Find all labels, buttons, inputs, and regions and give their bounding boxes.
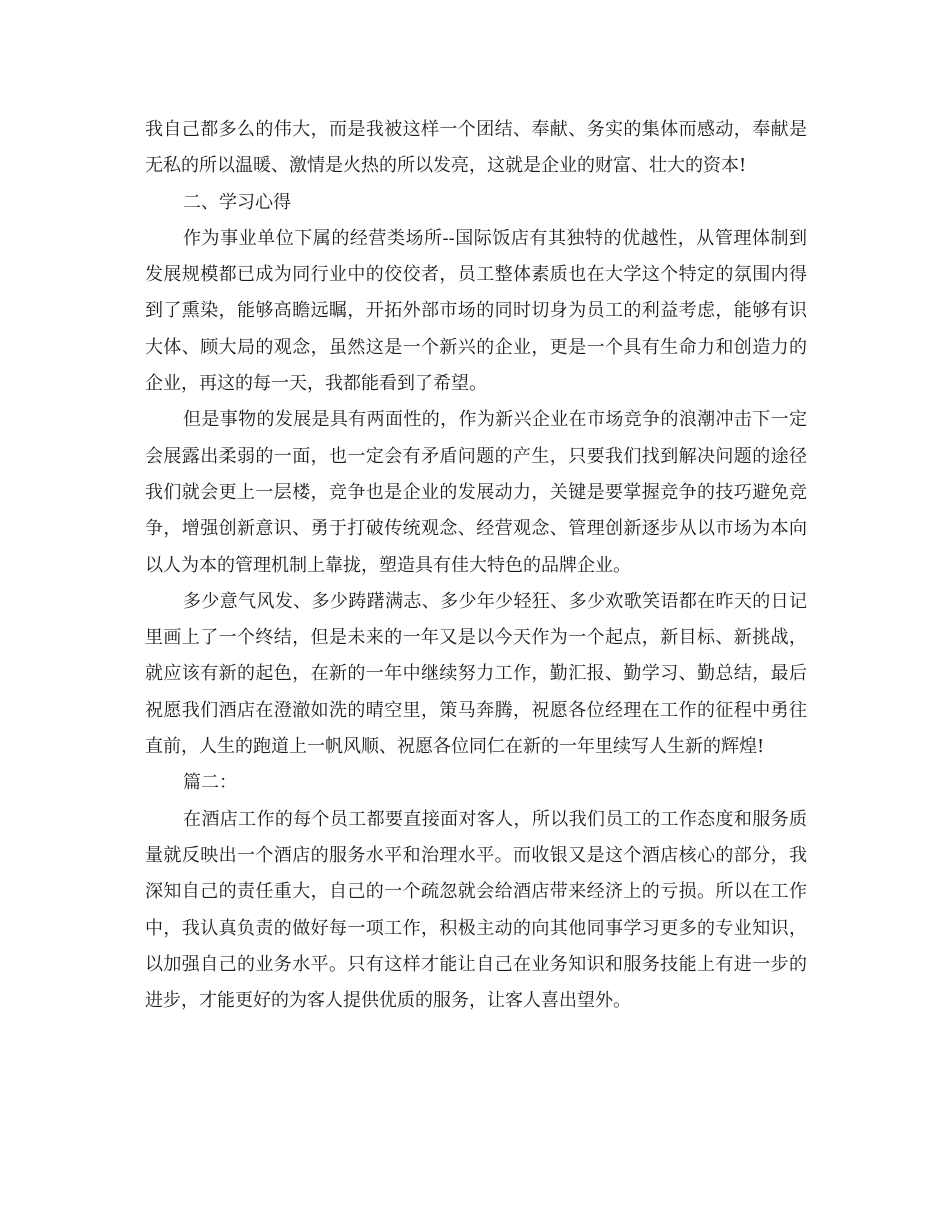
section-heading-part-two: 篇二：	[183, 772, 237, 794]
document-body	[145, 112, 807, 1019]
paragraph-continuation: 我自己都多么的伟大，而是我被这样一个团结、奉献、务实的集体而感动，奉献是无私的所以温暖、激情是火热的所以发亮，这就是企业的财富、壮大的资本!	[145, 119, 807, 177]
paragraph-competition: 但是事物的发展是具有两面性的，作为新兴企业在市场竞争的浪潮冲击下一定会展露出柔弱的一面，也一定会有矛盾问题的产生，只要我们找到解决问题的途径我们就会更上一层楼，竞争也是企业的发展动力，关键是要掌握竞争的技巧避免竞争，增强创新意识、勇于打破传统观念、经营观念、管理创新逐步从以市场为本向以人为本的管理机制上靠拢，塑造具有佳大特色的品牌企业。	[145, 409, 807, 576]
paragraph-cashier: 在酒店工作的每个员工都要直接面对客人，所以我们员工的工作态度和服务质量就反映出一个酒店的服务水平和治理水平。而收银又是这个酒店核心的部分，我深知自己的责任重大，自己的一个疏忽就会给酒店带来经济上的亏损。所以在工作中，我认真负责的做好每一项工作，积极主动的向其他同事学习更多的专业知识，以加强自己的业务水平。只有这样才能让自己在业务知识和服务技能上有进一步的进步，才能更好的为客人提供优质的服务，让客人喜出望外。	[145, 808, 807, 1012]
section-heading-study: 二、学习心得	[183, 191, 291, 213]
paragraph-advantages: 作为事业单位下属的经营类场所--国际饭店有其独特的优越性，从管理体制到发展规模都已成为同行业中的佼佼者，员工整体素质也在大学这个特定的氛围内得到了熏染，能够高瞻远瞩，开拓外部市场的同时切身为员工的利益考虑，能够有识大体、顾大局的观念，虽然这是一个新兴的企业，更是一个具有生命力和创造力的企业，再这的每一天，我都能看到了希望。	[145, 227, 807, 395]
paragraph-wishes: 多少意气风发、多少踌躇满志、多少年少轻狂、多少欢歌笑语都在昨天的日记里画上了一个终结，但是未来的一年又是以今天作为一个起点，新目标、新挑战，就应该有新的起色，在新的一年中继续努力工作，勤汇报、勤学习、勤总结，最后祝愿我们酒店在澄澈如洗的晴空里，策马奔腾，祝愿各位经理在工作的征程中勇往直前，人生的跑道上一帆风顺、祝愿各位同仁在新的一年里续写人生新的辉煌!	[145, 590, 807, 758]
